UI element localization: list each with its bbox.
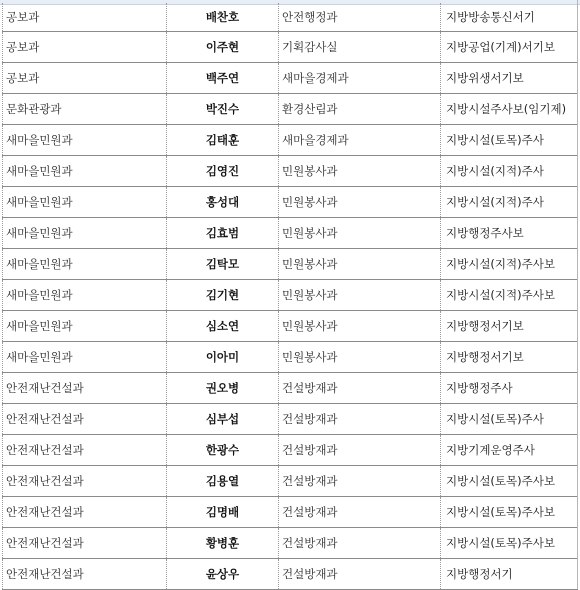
table-row [3,311,578,342]
person-name-cell[interactable]: 백주연 [167,63,279,94]
person-name-cell[interactable]: 황병훈 [167,528,279,559]
job-grade-cell[interactable]: 지방시설(토목)주사 [441,125,578,156]
current-department-cell[interactable]: 안전재난건설과 [3,528,167,559]
new-department-cell[interactable]: 민원봉사과 [279,187,441,218]
person-name-cell[interactable]: 김효범 [167,218,279,249]
job-grade-cell[interactable]: 지방시설(지적)주사 [441,187,578,218]
personnel-table-body [3,3,578,590]
table-row [3,342,578,373]
new-department-cell[interactable]: 민원봉사과 [279,311,441,342]
current-department-cell[interactable]: 공보과 [3,32,167,63]
current-department-cell[interactable]: 새마을민원과 [3,218,167,249]
job-grade-cell[interactable]: 지방기계운영주사 [441,435,578,466]
table-row [3,187,578,218]
current-department-cell[interactable]: 새마을민원과 [3,249,167,280]
new-department-cell[interactable]: 안전행정과 [279,3,441,32]
person-name-cell[interactable]: 김명배 [167,497,279,528]
current-department-cell[interactable]: 문화관광과 [3,94,167,125]
current-department-cell[interactable]: 새마을민원과 [3,311,167,342]
new-department-cell[interactable]: 민원봉사과 [279,218,441,249]
person-name-cell[interactable]: 권오병 [167,373,279,404]
sheet-right-edge [577,0,578,589]
current-department-cell[interactable]: 새마을민원과 [3,342,167,373]
current-department-cell[interactable]: 안전재난건설과 [3,435,167,466]
current-department-cell[interactable]: 안전재난건설과 [3,404,167,435]
table-row [3,559,578,590]
table-row [3,280,578,311]
new-department-cell[interactable]: 민원봉사과 [279,342,441,373]
person-name-cell[interactable]: 김탁모 [167,249,279,280]
person-name-cell[interactable]: 이주현 [167,32,279,63]
person-name-cell[interactable]: 김기현 [167,280,279,311]
table-row [3,249,578,280]
current-department-cell[interactable]: 공보과 [3,3,167,32]
new-department-cell[interactable]: 건설방재과 [279,466,441,497]
job-grade-cell[interactable]: 지방방송통신서기 [441,3,578,32]
person-name-cell[interactable]: 심부섭 [167,404,279,435]
person-name-cell[interactable]: 심소연 [167,311,279,342]
job-grade-cell[interactable]: 지방행정서기보 [441,311,578,342]
job-grade-cell[interactable]: 지방공업(기계)서기보 [441,32,578,63]
current-department-cell[interactable]: 새마을민원과 [3,280,167,311]
job-grade-cell[interactable]: 지방시설(토목)주사보 [441,528,578,559]
personnel-table [2,3,578,590]
person-name-cell[interactable]: 배찬호 [167,3,279,32]
job-grade-cell[interactable]: 지방시설(토목)주사보 [441,466,578,497]
job-grade-cell[interactable]: 지방행정서기 [441,559,578,590]
table-row [3,3,578,32]
current-department-cell[interactable]: 안전재난건설과 [3,497,167,528]
job-grade-cell[interactable]: 지방시설(토목)주사보 [441,497,578,528]
table-row [3,466,578,497]
job-grade-cell[interactable]: 지방행정주사 [441,373,578,404]
table-row [3,156,578,187]
current-department-cell[interactable]: 안전재난건설과 [3,373,167,404]
table-row [3,63,578,94]
job-grade-cell[interactable]: 지방시설(지적)주사보 [441,249,578,280]
current-department-cell[interactable]: 공보과 [3,63,167,94]
new-department-cell[interactable]: 건설방재과 [279,497,441,528]
new-department-cell[interactable]: 민원봉사과 [279,249,441,280]
new-department-cell[interactable]: 건설방재과 [279,373,441,404]
table-row [3,373,578,404]
job-grade-cell[interactable]: 지방행정서기보 [441,342,578,373]
table-row [3,528,578,559]
person-name-cell[interactable]: 김영진 [167,156,279,187]
person-name-cell[interactable]: 홍성대 [167,187,279,218]
current-department-cell[interactable]: 새마을민원과 [3,187,167,218]
current-department-cell[interactable]: 새마을민원과 [3,156,167,187]
new-department-cell[interactable]: 건설방재과 [279,559,441,590]
new-department-cell[interactable]: 기획감사실 [279,32,441,63]
new-department-cell[interactable]: 건설방재과 [279,435,441,466]
table-row [3,497,578,528]
person-name-cell[interactable]: 윤상우 [167,559,279,590]
job-grade-cell[interactable]: 지방위생서기보 [441,63,578,94]
current-department-cell[interactable]: 안전재난건설과 [3,559,167,590]
new-department-cell[interactable]: 건설방재과 [279,404,441,435]
new-department-cell[interactable]: 새마을경제과 [279,63,441,94]
table-row [3,218,578,249]
person-name-cell[interactable]: 김태훈 [167,125,279,156]
person-name-cell[interactable]: 한광수 [167,435,279,466]
new-department-cell[interactable]: 민원봉사과 [279,280,441,311]
job-grade-cell[interactable]: 지방시설(지적)주사 [441,156,578,187]
new-department-cell[interactable]: 건설방재과 [279,528,441,559]
current-department-cell[interactable]: 안전재난건설과 [3,466,167,497]
job-grade-cell[interactable]: 지방행정주사보 [441,218,578,249]
table-row [3,435,578,466]
job-grade-cell[interactable]: 지방시설(토목)주사 [441,404,578,435]
current-department-cell[interactable]: 새마을민원과 [3,125,167,156]
new-department-cell[interactable]: 새마을경제과 [279,125,441,156]
job-grade-cell[interactable]: 지방시설(지적)주사보 [441,280,578,311]
table-row [3,125,578,156]
table-row [3,32,578,63]
table-row [3,404,578,435]
new-department-cell[interactable]: 민원봉사과 [279,156,441,187]
new-department-cell[interactable]: 환경산림과 [279,94,441,125]
person-name-cell[interactable]: 이아미 [167,342,279,373]
table-row [3,94,578,125]
job-grade-cell[interactable]: 지방시설주사보(임기제) [441,94,578,125]
person-name-cell[interactable]: 박진수 [167,94,279,125]
person-name-cell[interactable]: 김용열 [167,466,279,497]
